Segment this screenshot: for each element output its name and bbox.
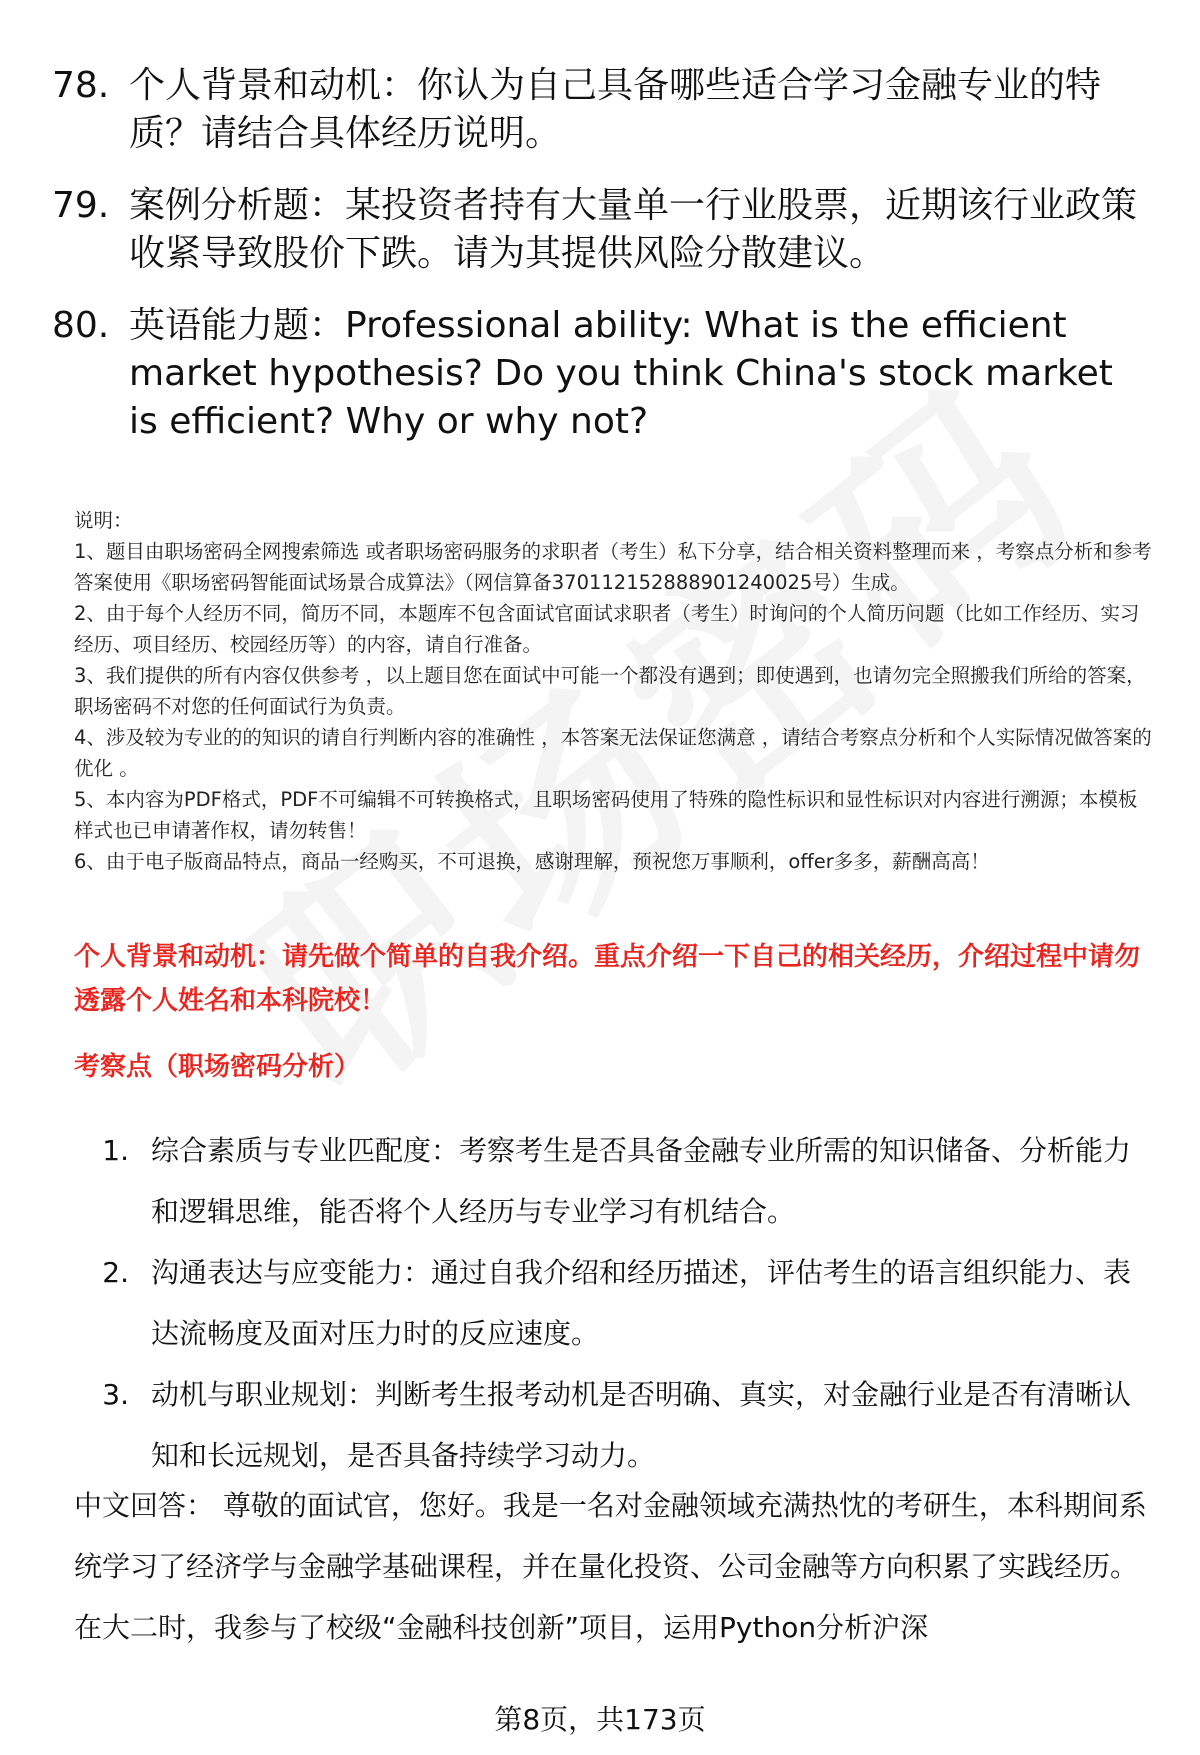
note-item: 1、题目由职场密码全网搜索筛选 或者职场密码服务的求职者（考生）私下分享，结合相关资料整理而来 ，考察点分析和参考答案使用《职场密码智能面试场景合成算法》（网信算备370112152888901240025号）生成。 <box>74 540 1152 594</box>
question-list <box>52 62 1142 470</box>
point-text: 沟通表达与应变能力：通过自我介绍和经历描述，评估考生的语言组织能力、表达流畅度及面对压力时的反应速度。 <box>151 1256 1132 1350</box>
analysis-heading: 考察点（职场密码分析） <box>74 1052 361 1082</box>
question-text: 个人背景和动机：你认为自己具备哪些适合学习金融专业的特质？请结合具体经历说明。 <box>129 65 1102 154</box>
analysis-point <box>74 1364 1154 1486</box>
question-item <box>52 62 1142 158</box>
question-text: 英语能力题：Professional ability: What is the efficient market hypothesis? Do you think China's stock market is efficient? Why or why not? <box>129 305 1113 442</box>
notes-title: 说明： <box>74 509 133 532</box>
question-number: 79. <box>52 185 110 226</box>
note-item: 5、本内容为PDF格式，PDF不可编辑不可转换格式，且职场密码使用了特殊的隐性标识和显性标识对内容进行溯源；本模板样式也已申请著作权，请勿转售！ <box>74 788 1138 842</box>
analysis-point <box>74 1120 1154 1242</box>
point-text: 动机与职业规划：判断考生报考动机是否明确、真实，对金融行业是否有清晰认知和长远规划，是否具备持续学习动力。 <box>151 1378 1132 1472</box>
chinese-answer: 中文回答： 尊敬的面试官，您好。我是一名对金融领域充满热忱的考研生，本科期间系统学习了经济学与金融学基础课程，并在量化投资、公司金融等方向积累了实践经历。在大二时，我参与了校级“金融科技创新”项目，运用Python分析沪深 <box>74 1489 1147 1644</box>
point-number: 3. <box>102 1378 129 1411</box>
question-heading: 个人背景和动机：请先做个简单的自我介绍。重点介绍一下自己的相关经历，介绍过程中请勿透露个人姓名和本科院校！ <box>74 942 1141 1016</box>
analysis-point <box>74 1242 1154 1364</box>
note-item: 6、由于电子版商品特点，商品一经购买，不可退换，感谢理解，预祝您万事顺利，offer多多，薪酬高高！ <box>74 850 990 873</box>
point-number: 2. <box>102 1256 129 1289</box>
note-item: 2、由于每个人经历不同，简历不同，本题库不包含面试官面试求职者（考生）时询问的个人简历问题（比如工作经历、实习经历、项目经历、校园经历等）的内容，请自行准备。 <box>74 602 1140 656</box>
point-text: 综合素质与专业匹配度：考察考生是否具备金融专业所需的知识储备、分析能力和逻辑思维，能否将个人经历与专业学习有机结合。 <box>151 1134 1132 1228</box>
note-item: 4、涉及较为专业的的知识的请自行判断内容的准确性 ，本答案无法保证您满意 ，请结合考察点分析和个人实际情况做答案的优化 。 <box>74 726 1152 780</box>
question-number: 80. <box>52 305 110 346</box>
analysis-points <box>74 1120 1154 1486</box>
disclaimer-notes <box>74 505 1154 877</box>
question-item <box>52 302 1142 446</box>
question-text: 案例分析题：某投资者持有大量单一行业股票，近期该行业政策收紧导致股价下跌。请为其提供风险分散建议。 <box>129 185 1138 274</box>
note-item: 3、我们提供的所有内容仅供参考 ，以上题目您在面试中可能一个都没有遇到；即使遇到，也请勿完全照搬我们所给的答案，职场密码不对您的任何面试行为负责。 <box>74 664 1146 718</box>
question-item <box>52 182 1142 278</box>
point-number: 1. <box>102 1134 129 1167</box>
question-number: 78. <box>52 65 110 106</box>
page-number: 第8页，共173页 <box>494 1703 706 1736</box>
